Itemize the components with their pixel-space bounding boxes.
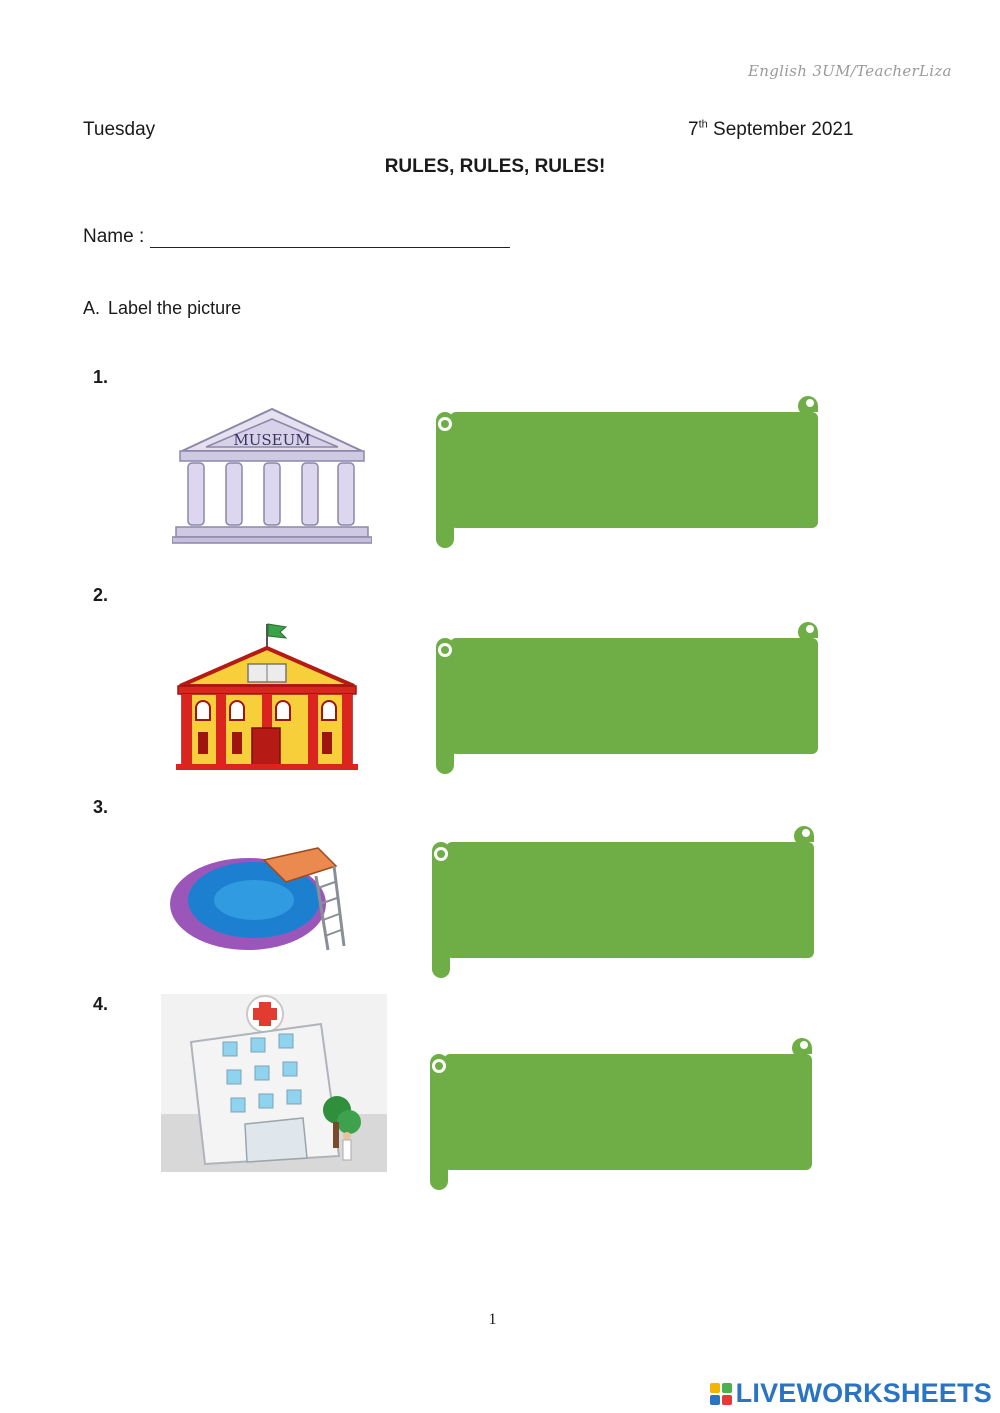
- pool-picture: [168, 842, 350, 954]
- section-heading: [83, 298, 241, 319]
- name-input-line[interactable]: [150, 228, 510, 248]
- item-number: 1.: [93, 367, 109, 387]
- library-picture: [174, 620, 360, 772]
- item-number: 2.: [93, 585, 109, 605]
- day-label: Tuesday: [83, 119, 156, 140]
- worksheet-credit: English 3UM/TeacherLiza: [748, 62, 952, 80]
- liveworksheets-logo[interactable]: [710, 1378, 992, 1409]
- section-instruction: Label the picture: [108, 298, 242, 318]
- date-suffix: th: [698, 118, 708, 131]
- hospital-picture: [161, 994, 387, 1172]
- item-number: 3.: [93, 797, 109, 817]
- logo-mark-icon: [710, 1383, 732, 1405]
- page-number: 1: [488, 1311, 497, 1328]
- date-label: [688, 119, 854, 141]
- name-row: [83, 226, 510, 248]
- name-label: Name :: [83, 226, 145, 247]
- date-rest: September 2021: [713, 119, 854, 140]
- date-day: 7: [688, 119, 699, 140]
- answer-banner[interactable]: [430, 390, 820, 550]
- worksheet-title: RULES, RULES, RULES!: [384, 156, 606, 177]
- brand-name: LIVEWORKSHEETS: [735, 1378, 992, 1408]
- answer-banner[interactable]: [424, 1032, 814, 1192]
- item-number: 4.: [93, 994, 109, 1014]
- section-letter: A.: [83, 298, 101, 318]
- museum-sign-text: MUSEUM: [233, 431, 311, 449]
- answer-banner[interactable]: [430, 616, 820, 776]
- answer-banner[interactable]: [426, 820, 816, 980]
- museum-picture: [172, 405, 372, 547]
